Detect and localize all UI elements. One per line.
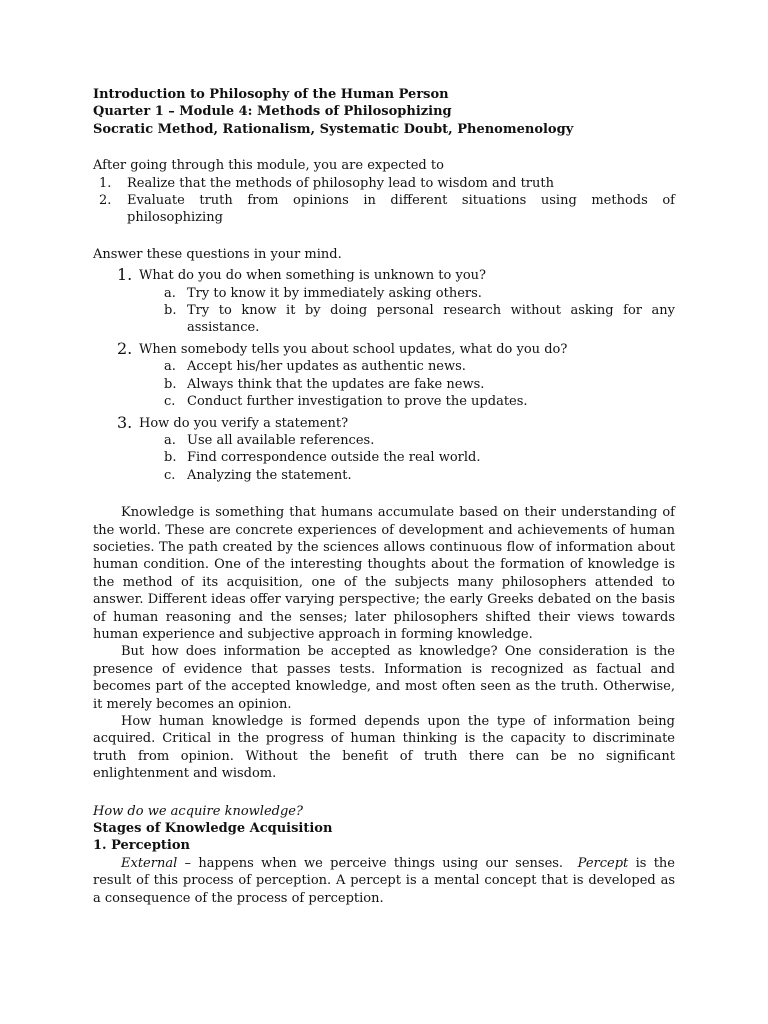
question-text: How do you verify a statement? [139, 415, 349, 431]
option-text: Conduct further investigation to prove the updates. [187, 394, 528, 410]
answer-option [164, 393, 675, 410]
option-letter: a. [164, 432, 176, 448]
module-title: Quarter 1 – Module 4: Methods of Philosophizing [93, 104, 452, 120]
objective-text: Realize that the methods of philosophy lead to wisdom and truth [127, 175, 554, 191]
term-external: External [121, 855, 178, 871]
option-letter: c. [164, 467, 176, 483]
body-paragraph: But how does information be accepted as knowledge? One consideration is the presence of evidence that passes tests. Information is recognized as factual and becomes part of the accepted knowledge, and most often seen as the truth. Otherwise, it merely becomes an opinion. [93, 644, 675, 712]
answer-option [164, 449, 675, 466]
answer-option [164, 302, 675, 337]
option-letter: a. [164, 359, 176, 375]
document-title: Introduction to Philosophy of the Human Person [93, 87, 449, 102]
objective-item [93, 192, 675, 227]
objectives-intro: After going through this module, you are expected to [93, 158, 444, 174]
answer-option [164, 432, 675, 449]
option-text: Try to know it by doing personal research without asking for any assistance. [187, 303, 675, 336]
section-heading: Stages of Knowledge Acquisition [93, 821, 333, 837]
option-text: Analyzing the statement. [187, 467, 352, 483]
option-letter: b. [164, 303, 177, 319]
term-percept: Percept [577, 855, 629, 871]
option-letter: a. [164, 285, 176, 301]
option-letter: b. [164, 376, 177, 392]
objective-text: Evaluate truth from opinions in different situations using methods of philosophizing [127, 193, 675, 226]
question-number: 3. [117, 412, 133, 432]
option-text: Find correspondence outside the real world. [187, 450, 481, 466]
objective-item [93, 175, 675, 192]
body-paragraph: How human knowledge is formed depends upon the type of information being acquired. Critical in the progress of human thinking is the capacity to discriminate truth from opinion. Without the benefit of truth there can be no significant enlightenment and wisdom. [93, 714, 675, 782]
stage-title: 1. Perception [93, 838, 190, 854]
option-text: Try to know it by immediately asking others. [187, 285, 482, 301]
section-question: How do we acquire knowledge? [93, 803, 303, 819]
question-text: When somebody tells you about school updates, what do you do? [139, 341, 568, 357]
option-text: Always think that the updates are fake news. [187, 376, 485, 392]
stage-text: is the result of this process of perception. A percept is a mental concept that is developed as a consequence of the process of perception. [93, 855, 675, 906]
stage-text: – happens when we perceive things using our senses. [177, 855, 578, 871]
question-number: 1. [117, 265, 133, 285]
answer-option [164, 358, 675, 375]
question-item [117, 338, 675, 358]
body-paragraph: Knowledge is something that humans accumulate based on their understanding of the world. These are concrete experiences of development and achievements of human societies. The path created by the sciences allows continuous flow of information about human condition. One of the interesting thoughts about the formation of knowledge is the method of its acquisition, one of the subjects many philosophers attended to answer. Different ideas offer varying perspective; the early Greeks debated on the basis of human reasoning and the senses; later philosophers shifted their views towards human experience and subjective approach in forming knowledge. [93, 505, 675, 642]
answer-option [164, 467, 675, 484]
answer-option [164, 376, 675, 393]
stage-paragraph [93, 855, 675, 907]
question-number: 2. [117, 338, 133, 358]
option-letter: c. [164, 394, 176, 410]
objective-number: 2. [99, 193, 112, 209]
document-content [93, 86, 675, 907]
module-topics: Socratic Method, Rationalism, Systematic Doubt, Phenomenology [93, 121, 574, 137]
question-item [117, 267, 675, 284]
question-item [117, 412, 675, 432]
questions-intro: Answer these questions in your mind. [93, 246, 342, 262]
objective-number: 1. [99, 175, 112, 191]
answer-option [164, 285, 675, 302]
option-text: Use all available references. [187, 432, 375, 448]
question-text: What do you do when something is unknown to you? [139, 268, 486, 284]
option-letter: b. [164, 450, 177, 466]
option-text: Accept his/her updates as authentic news. [187, 359, 466, 375]
